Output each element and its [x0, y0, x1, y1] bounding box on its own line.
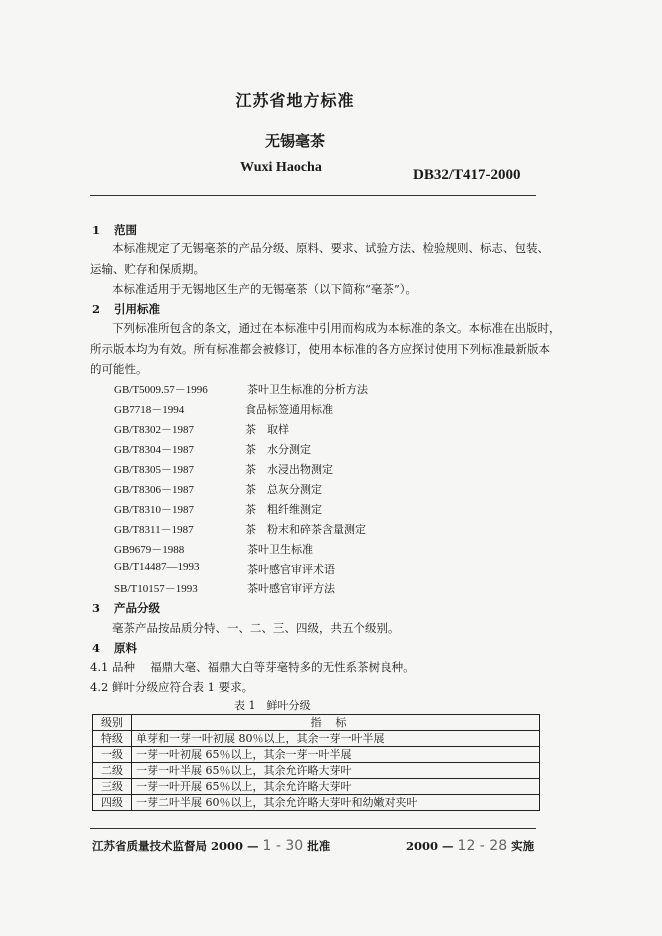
section-1-heading — [92, 222, 137, 238]
section-4-title: 原料 — [114, 641, 137, 655]
standard-code: DB32/T417-2000 — [413, 167, 521, 183]
desc-cell: 一芽一叶初展 65％以上，其余一芽一叶半展 — [132, 747, 540, 763]
section-4-number: 4 — [92, 641, 101, 655]
section-3-title: 产品分级 — [114, 601, 160, 615]
ref-title: 茶 粉末和碎茶含量测定 — [245, 523, 366, 536]
footer-approve-label: 批准 — [307, 839, 331, 853]
section-2-heading — [92, 301, 160, 317]
ref-title: 茶 水浸出物测定 — [245, 463, 333, 476]
grade-cell: 特级 — [93, 731, 132, 747]
section-3-para-1: 毫茶产品按品质分特、一、二、三、四级，共五个级别。 — [112, 621, 400, 635]
section-3-heading — [92, 600, 160, 616]
ref-title: 茶 总灰分测定 — [245, 483, 322, 496]
section-4-heading — [92, 640, 137, 656]
footer-issuer: 江苏省质量技术监督局 2000 — — [92, 839, 259, 853]
section-4-2-para: 4.2 鲜叶分级应符合表 1 要求。 — [90, 680, 254, 694]
footer-divider — [90, 828, 536, 829]
ref-title: 茶叶感官审评方法 — [247, 582, 335, 595]
section-2-para-1b: 所示版本均为有效。所有标准都会被修订，使用本标准的各方应探讨使用下列标准最新版本 — [90, 342, 550, 356]
standard-title-en: Wuxi Haocha — [240, 160, 322, 175]
ref-title: 茶叶卫生标准 — [247, 543, 313, 556]
ref-title: 茶 水分测定 — [245, 443, 311, 456]
approval-date-handwritten: 1 - 30 — [262, 838, 304, 854]
desc-cell: 一芽二叶半展 60％以上，其余允许略大芽叶和幼嫩对夹叶 — [132, 795, 540, 811]
ref-code: GB/T8310－1987 — [114, 504, 195, 516]
ref-title: 茶 粗纤维测定 — [245, 503, 322, 516]
grade-cell: 二级 — [93, 763, 132, 779]
table-row — [93, 795, 540, 811]
ref-code: GB/T8302－1987 — [114, 424, 195, 436]
section-2-para-1a: 下列标准所包含的条文，通过在本标准中引用而构成为本标准的条文。本标准在出版时， — [112, 321, 561, 335]
grade-cell: 四级 — [93, 795, 132, 811]
table-row — [93, 731, 540, 747]
ref-title: 茶 取样 — [245, 423, 289, 436]
ref-code: GB/T5009.57－1996 — [114, 384, 208, 396]
footer-impl-year: 2000 — — [406, 839, 454, 853]
section-2-title: 引用标准 — [114, 302, 160, 316]
section-2-para-1c: 的可能性。 — [90, 362, 148, 376]
standard-title-cn: 无锡毫茶 — [264, 132, 325, 150]
grade-cell: 一级 — [93, 747, 132, 763]
ref-code: GB/T14487—1993 — [114, 561, 200, 573]
table-1-caption: 表 1 鲜叶分级 — [234, 699, 311, 712]
section-1-para-1a: 本标准规定了无锡毫茶的产品分级、原料、要求、试验方法、检验规则、标志、包装、 — [112, 241, 549, 255]
section-4-1-para: 4.1 品种 福鼎大毫、福鼎大白等芽毫特多的无性系茶树良种。 — [90, 660, 415, 674]
footer-approval — [92, 838, 330, 854]
ref-title: 茶叶卫生标准的分析方法 — [247, 383, 368, 396]
section-1-number: 1 — [92, 223, 101, 237]
ref-code: GB/T8311－1987 — [114, 524, 194, 536]
ref-code: GB/T8304－1987 — [114, 444, 195, 456]
section-1-para-2: 本标准适用于无锡地区生产的无锡毫茶（以下简称“毫茶”）。 — [112, 282, 418, 296]
header-grade: 级别 — [93, 715, 132, 731]
section-2-number: 2 — [92, 302, 101, 316]
grade-cell: 三级 — [93, 779, 132, 795]
ref-code: GB9679－1988 — [114, 544, 185, 556]
ref-code: GB/T8306－1987 — [114, 484, 195, 496]
ref-code: GB7718－1994 — [114, 404, 185, 416]
ref-code: SB/T10157－1993 — [114, 583, 198, 595]
table-row — [93, 747, 540, 763]
section-1-title: 范围 — [114, 223, 137, 237]
header-divider — [90, 195, 536, 196]
section-1-para-1b: 运输、贮存和保质期。 — [90, 262, 205, 276]
desc-cell: 单芽和一芽一叶初展 80％以上，其余一芽一叶半展 — [132, 731, 540, 747]
section-3-number: 3 — [92, 601, 101, 615]
table-row — [93, 763, 540, 779]
ref-title: 食品标签通用标准 — [245, 403, 333, 416]
desc-cell: 一芽一叶半展 65％以上，其余允许略大芽叶 — [132, 763, 540, 779]
standard-org-title: 江苏省地方标准 — [235, 91, 355, 110]
impl-date-handwritten: 12 - 28 — [457, 838, 508, 854]
table-header-row — [93, 715, 540, 731]
leaf-grading-table — [92, 714, 540, 811]
footer-impl-label: 实施 — [511, 839, 535, 853]
ref-title: 茶叶感官审评术语 — [247, 563, 335, 576]
ref-code: GB/T8305－1987 — [114, 464, 195, 476]
table-row — [93, 779, 540, 795]
header-index: 指标 — [132, 715, 540, 731]
desc-cell: 一芽一叶开展 65％以上，其余允许略大芽叶 — [132, 779, 540, 795]
footer-implementation — [406, 838, 534, 854]
